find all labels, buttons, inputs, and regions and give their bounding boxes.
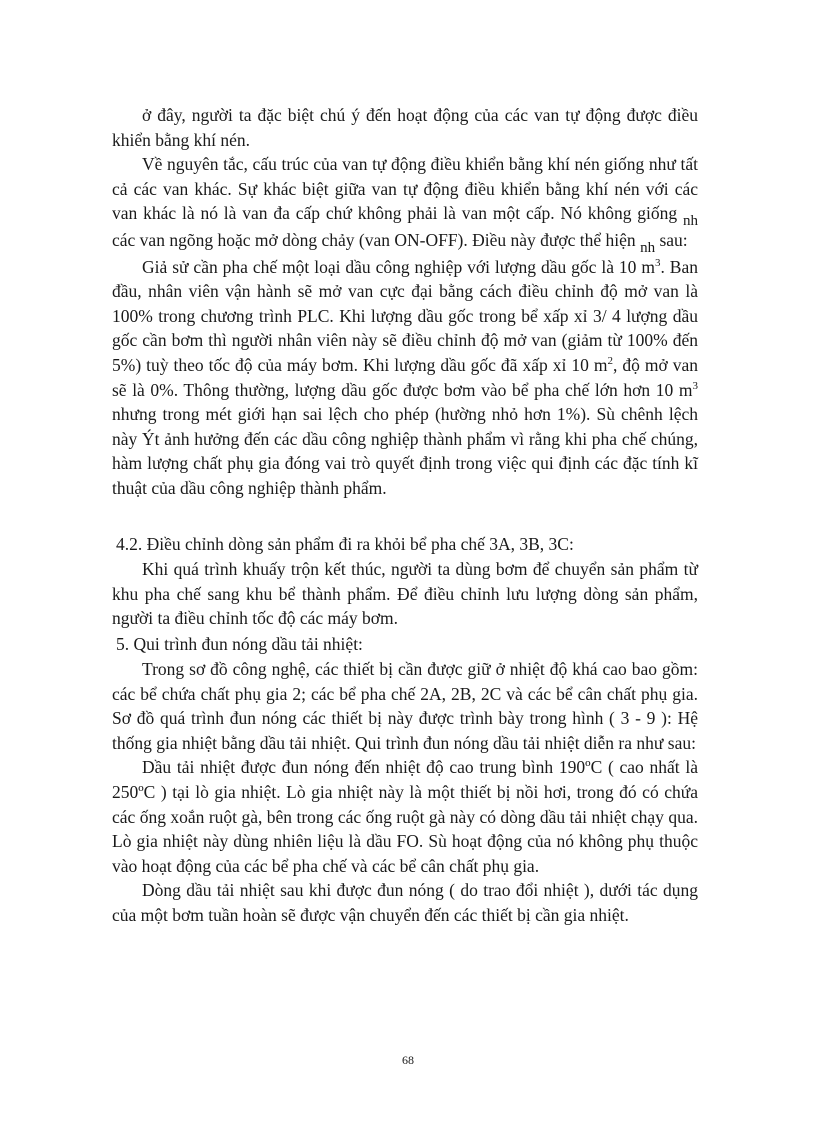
section-heading: 4.2. Điều chỉnh dòng sản phẩm đi ra khỏi bể pha chế 3A, 3B, 3C: [116, 534, 574, 554]
section-body [112, 657, 698, 928]
paragraph: Dòng dầu tải nhiệt sau khi được đun nóng ( do trao đổi nhiệt ), dưới tác dụng của một bơm tuần hoàn sẽ được vận chuyển đến các thiết bị cần gia nhiệt. [112, 880, 698, 925]
intro-block [112, 103, 698, 501]
paragraph: Giả sử cần pha chế một loại dầu công nghiệp với lượng dầu gốc là 10 $m^3$. Ban đầu, nhân viên vận hành sẽ mở van cực đại bằng cách điều chỉnh độ mở van là 100% trong chương trình PLC. Khi lượng dầu gốc trong bể xấp xỉ 3/ 4 lượng dầu gốc cần bơm thì người nhân viên này sẽ điều chỉnh độ mở van (giảm từ 100% đến 5%) tuỳ theo tốc độ của máy bơm. Khi lượng dầu gốc đã xấp xỉ 10 $m^2$, độ mở van sẽ là 0%. Thông thường, lượng dầu gốc được bơm vào bể pha chế lớn hơn 10 $m^3$ nhưng trong mét giới hạn sai lệch cho phép (hường nhỏ hơn 1%). Sù chênh lệch này Ýt ảnh hưởng đến các dầu công nghiệp thành phẩm vì rằng khi pha chế chúng, hàm lượng chất phụ gia đóng vai trò quyết định trong việc qui định các đặc tính kĩ thuật của dầu công nghiệp thành phẩm. [112, 256, 699, 498]
paragraph: ở đây, người ta đặc biệt chú ý đến hoạt động của các van tự động được điều khiển bằng khí nén. [112, 105, 698, 150]
page-number: 68 [402, 1053, 414, 1067]
paragraph: Dầu tải nhiệt được đun nóng đến nhiệt độ cao trung bình 190ºC ( cao nhất là 250ºC ) tại lò gia nhiệt. Lò gia nhiệt này là một thiết bị nồi hơi, trong đó có chứa các ống xoắn ruột gà, bên trong các ống ruột gà này có dòng dầu tải nhiệt chạy qua. Lò gia nhiệt này dùng nhiên liệu là dầu FO. Sù hoạt động của nó không phụ thuộc vào hoạt động của các bể pha chế và các bể cân chất phụ gia. [112, 757, 698, 876]
paragraph: Trong sơ đồ công nghệ, các thiết bị cần được giữ ở nhiệt độ khá cao bao gồm: các bể chứa chất phụ gia 2; các bể pha chế 2A, 2B, 2C và các bể cân chất phụ gia. Sơ đồ quá trình đun nóng các thiết bị này được trình bày trong hình ( 3 - 9 ): Hệ thống gia nhiệt bằng dầu tải nhiệt. Qui trình đun nóng dầu tải nhiệt diễn ra như sau: [112, 659, 698, 753]
section-heading: 5. Qui trình đun nóng dầu tải nhiệt: [116, 634, 363, 654]
stray-subscript: nh [683, 213, 699, 230]
paragraph: Khi quá trình khuấy trộn kết thúc, người ta dùng bơm để chuyển sản phẩm từ khu pha chế sang khu bể thành phẩm. Để điều chỉnh lưu lượng dòng sản phẩm, người ta điều chỉnh tốc độ các máy bơm. [112, 559, 698, 629]
section-body [112, 557, 698, 631]
paragraph: Về nguyên tắc, cấu trúc của van tự động điều khiển bằng khí nén giống như tất cả các van khác. Sự khác biệt giữa van tự động điều khiển bằng khí nén với các van khác là nó là van đa cấp chứ không phải là van một cấp. Nó không giống nh các van ngõng hoặc mở dòng chảy (van ON-OFF). Điều này được thể hiện nh sau: [112, 154, 699, 256]
stray-subscript: nh [640, 239, 656, 256]
